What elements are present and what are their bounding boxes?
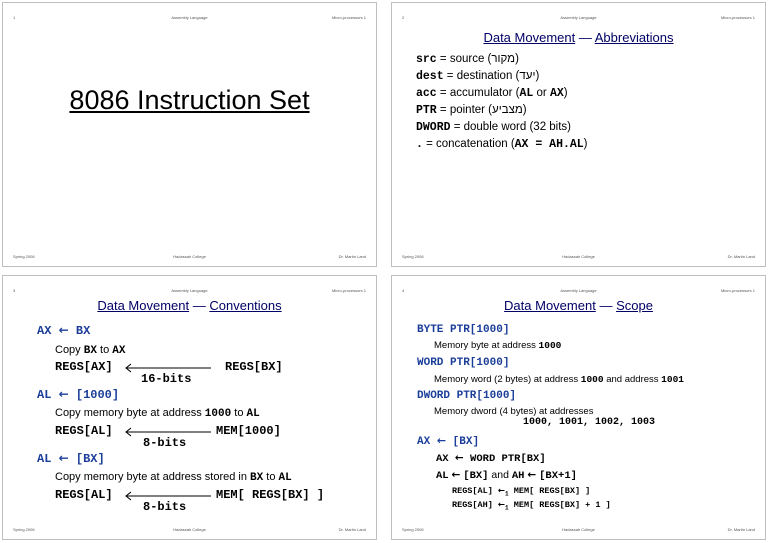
slide-4 — [391, 275, 766, 540]
slide-footer — [392, 527, 765, 533]
dword-ptr-heading: DWORD PTR[1000] — [417, 390, 517, 402]
course-name: Assembly Language — [560, 15, 597, 20]
slide-footer — [3, 527, 376, 533]
course-code: Micro-processors 1 — [720, 288, 755, 293]
footer-author: Dr. Martin Land — [727, 527, 755, 532]
slide-number: 3 — [13, 288, 16, 293]
regs-ah-line: REGS[AH] $\leftarrow_1$ MEM[ REGS[BX] + 1 ] — [452, 500, 611, 512]
abbr-dest: dest = destination (יעד) — [416, 70, 540, 83]
slide-number: 4 — [402, 288, 405, 293]
ax-word-ptr: AX ← WORD PTR[BX] — [436, 452, 546, 465]
abbr-ptr: PTR = pointer (מצביע) — [416, 104, 527, 117]
slide-2 — [391, 2, 766, 267]
footer-org: Hadassah College — [562, 254, 595, 259]
byte-ptr-heading: BYTE PTR[1000] — [417, 324, 510, 336]
footer-term: Spring 2006 — [402, 254, 424, 259]
ex2-lhs: REGS[AL] — [55, 424, 113, 438]
course-name: Assembly Language — [560, 288, 597, 293]
regs-al-line: REGS[AL] $\leftarrow_1$ MEM[ REGS[BX] ] — [452, 486, 591, 498]
slide-number: 1 — [13, 15, 16, 20]
dword-ptr-desc: Memory dword (4 bytes) at addresses — [434, 406, 594, 417]
word-ptr-desc: Memory word (2 bytes) at address 1000 and address 1001 — [434, 374, 684, 385]
ex2-heading: AL ← [1000] — [37, 387, 120, 402]
slide-title: Data Movement — Scope — [504, 298, 653, 313]
left-arrow-icon: ← — [436, 434, 447, 447]
slide-footer — [392, 254, 765, 260]
slide-title: Data Movement — Conventions — [97, 298, 282, 313]
course-code: Micro-processors 1 — [720, 15, 755, 20]
left-arrow-icon: ← — [58, 387, 69, 401]
left-arrow-icon: ← — [454, 452, 464, 464]
ex1-bits: 16-bits — [141, 372, 192, 386]
left-arrow-icon: ← — [497, 500, 506, 510]
footer-term: Spring 2006 — [13, 527, 35, 532]
abbr-src: src = source (מקור) — [416, 53, 519, 66]
slide-header — [392, 15, 765, 21]
ex3-desc: Copy memory byte at address stored in BX to AL — [55, 471, 292, 484]
slide-1 — [2, 2, 377, 267]
slide-3 — [2, 275, 377, 540]
left-arrow-icon: ← — [451, 469, 461, 481]
left-arrow-icon: ← — [527, 469, 537, 481]
word-ptr-heading: WORD PTR[1000] — [417, 357, 510, 369]
slide-header — [392, 288, 765, 294]
ex2-bits: 8-bits — [143, 436, 187, 450]
slide-header — [3, 288, 376, 294]
ex2-desc: Copy memory byte at address 1000 to AL — [55, 407, 260, 420]
slide-number: 2 — [402, 15, 405, 20]
slide-footer — [3, 254, 376, 260]
abbr-acc: acc = accumulator (AL or AX) — [416, 87, 568, 100]
footer-org: Hadassah College — [562, 527, 595, 532]
ex3-rhs: MEM[ REGS[BX] ] — [216, 488, 325, 502]
ex3-bits: 8-bits — [143, 500, 187, 514]
course-code: Micro-processors 1 — [331, 15, 366, 20]
course-name: Assembly Language — [171, 288, 208, 293]
ex1-heading: AX ← BX — [37, 323, 91, 338]
abbr-concat: . = concatenation (AX = AH.AL) — [416, 138, 588, 151]
footer-org: Hadassah College — [173, 527, 206, 532]
footer-author: Dr. Martin Land — [727, 254, 755, 259]
footer-author: Dr. Martin Land — [338, 254, 366, 259]
ex2-rhs: MEM[1000] — [216, 424, 281, 438]
dword-ptr-addresses: 1000, 1001, 1002, 1003 — [523, 417, 656, 428]
left-arrow-icon: ← — [58, 451, 69, 465]
ex1-rhs: REGS[BX] — [225, 360, 283, 374]
ex3-lhs: REGS[AL] — [55, 488, 113, 502]
abbr-dword: DWORD = double word (32 bits) — [416, 121, 572, 134]
left-arrow-icon: ← — [497, 486, 506, 496]
course-code: Micro-processors 1 — [331, 288, 366, 293]
course-name: Assembly Language — [171, 15, 208, 20]
slide-title: 8086 Instruction Set — [69, 85, 310, 115]
footer-org: Hadassah College — [173, 254, 206, 259]
al-ah-line: AL ← [BX] and AH ← [BX+1] — [436, 469, 577, 482]
slide-title: Data Movement — Abbreviations — [483, 30, 674, 45]
ex1-lhs: REGS[AX] — [55, 360, 113, 374]
slide-header — [3, 15, 376, 21]
ex1-desc: Copy BX to AX — [55, 344, 126, 357]
footer-term: Spring 2006 — [13, 254, 35, 259]
left-arrow-icon: ← — [58, 323, 69, 337]
footer-term: Spring 2006 — [402, 527, 424, 532]
byte-ptr-desc: Memory byte at address 1000 — [434, 340, 562, 351]
ex3-heading: AL ← [BX] — [37, 451, 105, 466]
ax-heading: AX ← [BX] — [417, 434, 480, 448]
footer-author: Dr. Martin Land — [338, 527, 366, 532]
